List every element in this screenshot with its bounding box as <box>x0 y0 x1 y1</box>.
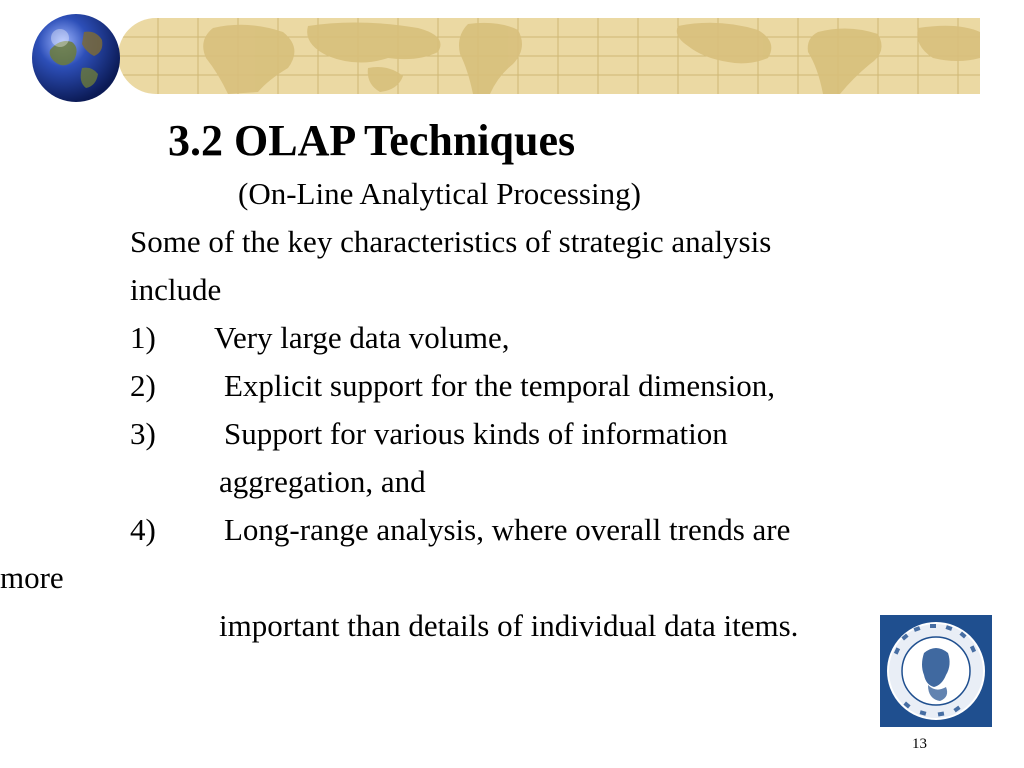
humboldt-university-seal-icon <box>880 615 992 727</box>
list-item-number: 3) <box>130 416 156 451</box>
list-item-wrap: more <box>0 560 64 595</box>
list-item <box>130 318 510 358</box>
slide-title: 3.2 OLAP Techniques <box>168 116 576 165</box>
list-item-text: Explicit support for the temporal dimension, <box>224 368 776 403</box>
list-item-number: 2) <box>130 368 156 403</box>
list-item-text: Very large data volume, <box>214 320 510 355</box>
intro-line: Some of the key characteristics of strategic analysis <box>130 224 772 259</box>
list-item-number: 1) <box>130 320 156 355</box>
list-item-continuation: aggregation, and <box>219 464 426 499</box>
list-item <box>130 366 775 406</box>
globe-icon <box>30 12 122 104</box>
page-number: 13 <box>912 736 927 752</box>
list-item-continuation: important than details of individual data items. <box>219 608 799 643</box>
world-map-banner <box>118 18 980 94</box>
list-item-text: Support for various kinds of information <box>224 416 728 451</box>
list-item-text: Long-range analysis, where overall trends are <box>224 512 791 547</box>
list-item-number: 4) <box>130 512 156 547</box>
list-item <box>130 510 790 550</box>
slide-subtitle: (On-Line Analytical Processing) <box>238 176 641 211</box>
list-item <box>130 414 728 454</box>
intro-line: include <box>130 272 222 307</box>
